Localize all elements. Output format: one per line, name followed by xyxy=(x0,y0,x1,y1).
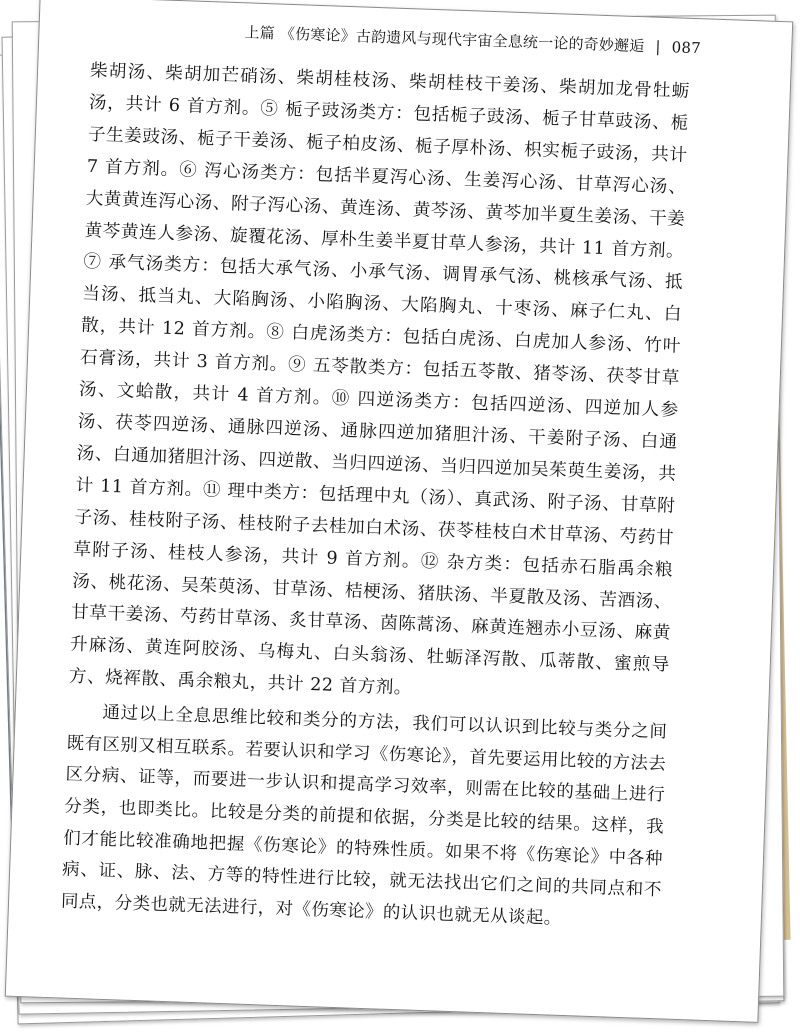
body-text xyxy=(61,56,691,939)
page-number: 087 xyxy=(671,38,702,58)
running-head-separator: | xyxy=(655,37,662,56)
paragraph-formula-list: 柴胡汤、柴胡加芒硝汤、柴胡桂枝汤、柴胡桂枝干姜汤、柴胡加龙骨牡蛎汤，共计 6 首方剂。⑤ 栀子豉汤类方：包括栀子豉汤、栀子甘草豉汤、栀子生姜豉汤、栀子干姜汤、栀子柏皮汤、栀子厚朴汤、枳实栀子豉汤，共计 7 首方剂。⑥ 泻心汤类方：包括半夏泻心汤、生姜泻心汤、甘草泻心汤、大黄黄连泻心汤、附子泻心汤、黄连汤、黄芩汤、黄芩加半夏生姜汤、干姜黄芩黄连人参汤、旋覆花汤、厚朴生姜半夏甘草人参汤，共计 11 首方剂。⑦ 承气汤类方：包括大承气汤、小承气汤、调胃承气汤、桃核承气汤、抵当汤、抵当丸、大陷胸汤、小陷胸汤、大陷胸丸、十枣汤、麻子仁丸、白散，共计 12 首方剂。⑧ 白虎汤类方：包括白虎汤、白虎加人参汤、竹叶石膏汤，共计 3 首方剂。⑨ 五苓散类方：包括五苓散、猪苓汤、茯苓甘草汤、文蛤散，共计 4 首方剂。⑩ 四逆汤类方：包括四逆汤、四逆加人参汤、茯苓四逆汤、通脉四逆汤、通脉四逆加猪胆汁汤、干姜附子汤、白通汤、白通加猪胆汁汤、四逆散、当归四逆汤、当归四逆加吴茱萸生姜汤，共计 11 首方剂。⑪ 理中类方：包括理中丸（汤）、真武汤、附子汤、甘草附子汤、桂枝附子汤、桂枝附子去桂加白术汤、茯苓桂枝白术甘草汤、芍药甘草附子汤、桂枝人参汤，共计 9 首方剂。⑫ 杂方类：包括赤石脂禹余粮汤、桃花汤、吴茱萸汤、甘草汤、桔梗汤、猪肤汤、半夏散及汤、苦酒汤、甘草干姜汤、芍药甘草汤、炙甘草汤、茵陈蒿汤、麻黄连翘赤小豆汤、麻黄升麻汤、黄连阿胶汤、乌梅丸、白头翁汤、牡蛎泽泻散、瓜蒂散、蜜煎导方、烧裈散、禹余粮丸，共计 22 首方剂。 xyxy=(68,60,691,699)
page xyxy=(5,0,794,1023)
chapter-mark: 上篇 xyxy=(244,23,276,43)
running-head xyxy=(244,21,701,58)
paragraph-comparison-summary: 通过以上全息思维比较和类分的方法，我们可以认识到比较与类分之间既有区别又相互联系。若要认识和学习《伤寒论》，首先要运用比较的方法去区分病、证等，而要进一步认识和提高学习效率，则需在比较的基础上进行分类，也即类比。比较是分类的前提和依据，分类是比较的结果。这样，我们才能比较准确地把握《伤寒论》的特殊性质。如果不将《伤寒论》中各种病、证、脉、法、方等的特性进行比较，就无法找出它们之间的共同点和不同点，分类也就无法进行，对《伤寒论》的认识也就无从谈起。 xyxy=(60,702,668,929)
running-head-title: 《伤寒论》古韵遗风与现代宇宙全息统一论的奇妙邂逅 xyxy=(279,24,645,56)
